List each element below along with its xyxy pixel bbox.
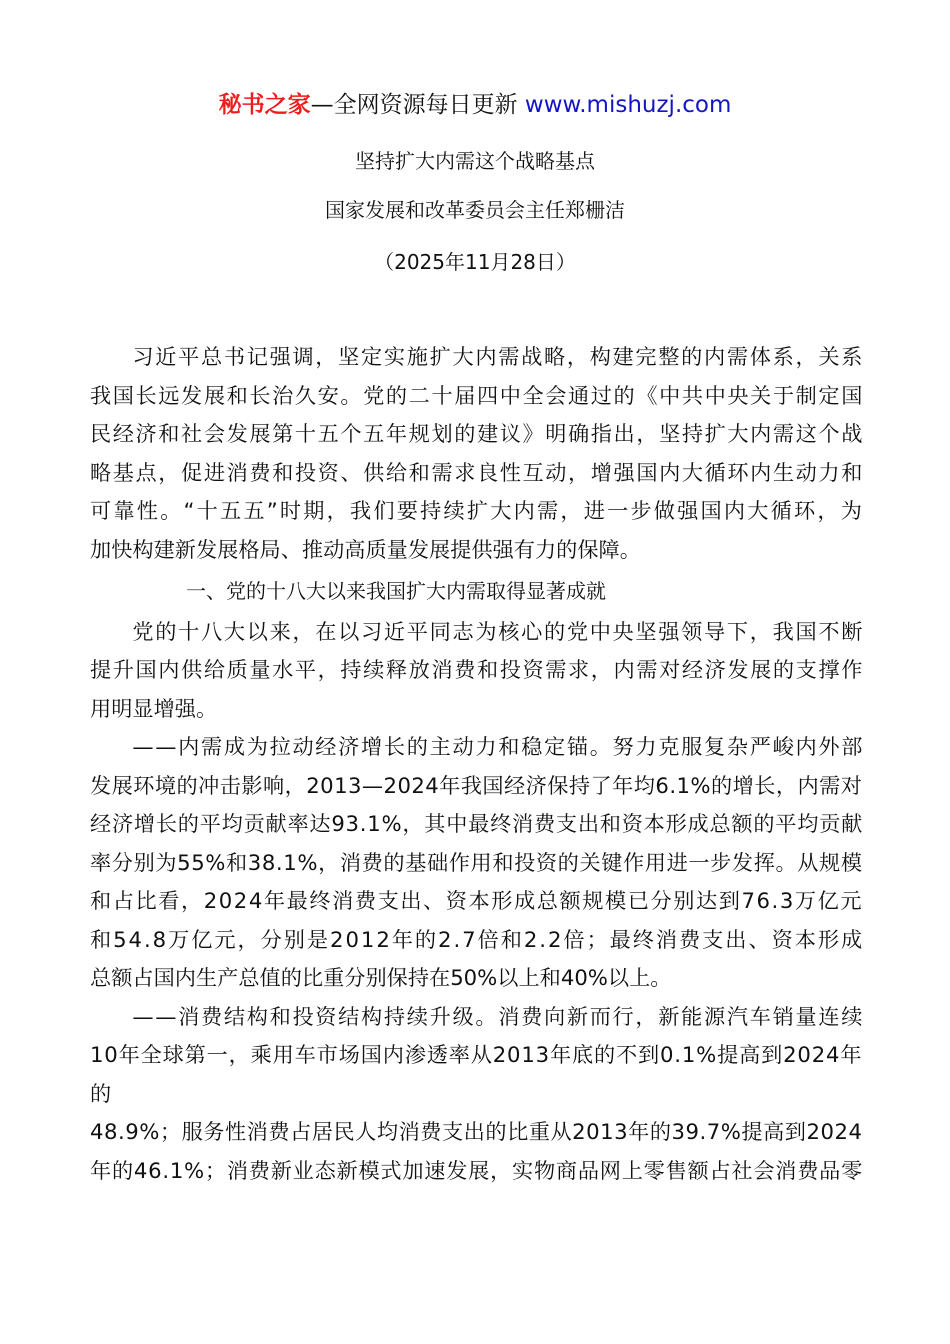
- text-line: 习近平总书记强调，坚定实施扩大内需战略，构建完整的内需体系，关系: [132, 344, 865, 369]
- document-body: [90, 338, 865, 1190]
- text-line: 10年全球第一，乘用车市场国内渗透率从2013年底的不到0.1%提高到2024年: [90, 1042, 863, 1067]
- text-line: 和占比看，2024年最终消费支出、资本形成总额规模已分别达到76.3万亿元: [90, 888, 864, 913]
- banner-url-link[interactable]: www.mishuzj.com: [524, 92, 732, 118]
- paragraph-consumption-structure: [90, 998, 865, 1191]
- text-line: 我国长远发展和长治久安。党的二十届四中全会通过的《中共中央关于制定国: [90, 382, 864, 408]
- text-line: 率分别为55%和38.1%，消费的基础作用和投资的关键作用进一步发挥。从规模: [90, 849, 863, 875]
- paragraph-achievements: [90, 613, 865, 729]
- paragraph-intro: [90, 338, 865, 569]
- text-line: 经济增长的平均贡献率达93.1%，其中最终消费支出和资本形成总额的平均贡献: [90, 811, 864, 836]
- banner-brand: 秘书之家: [218, 92, 311, 118]
- text-line: ——内需成为拉动经济增长的主动力和稳定锚。努力克服复杂严峻内外部: [132, 734, 865, 759]
- text-line: 用明显增强。: [90, 695, 218, 721]
- section-heading: 一、党的十八大以来我国扩大内需取得显著成就: [186, 579, 606, 603]
- text-line: 48.9%；服务性消费占居民人均消费支出的比重从2013年的39.7%提高到2024: [90, 1119, 863, 1144]
- text-line: 发展环境的冲击影响，2013—2024年我国经济保持了年均6.1%的增长，内需对: [90, 772, 863, 798]
- text-line: 加快构建新发展格局、推动高质量发展提供强有力的保障。: [90, 536, 641, 562]
- document-date: （2025年11月28日）: [374, 250, 576, 274]
- text-line: 年的46.1%；消费新业态新模式加速发展，实物商品网上零售额占社会消费品零: [90, 1157, 864, 1183]
- text-line: 略基点，促进消费和投资、供给和需求良性互动，增强国内大循环内生动力和: [90, 459, 864, 485]
- site-banner: [0, 88, 950, 122]
- document-title: 坚持扩大内需这个战略基点: [355, 149, 595, 173]
- text-line: 民经济和社会发展第十五个五年规划的建议》明确指出，坚持扩大内需这个战: [90, 421, 864, 446]
- text-line: 可靠性。“十五五”时期，我们要持续扩大内需，进一步做强国内大循环，为: [90, 498, 865, 523]
- document-author: 国家发展和改革委员会主任郑栅洁: [325, 198, 625, 222]
- text-line: 的: [90, 1080, 112, 1106]
- text-line: 党的十八大以来，在以习近平同志为核心的党中央坚强领导下，我国不断: [132, 618, 865, 644]
- text-line: ——消费结构和投资结构持续升级。消费向新而行，新能源汽车销量连续: [132, 1003, 865, 1029]
- text-line: 提升国内供给质量水平，持续释放消费和投资需求，内需对经济发展的支撑作: [90, 657, 864, 682]
- text-line: 总额占国内生产总值的比重分别保持在50%以上和40%以上。: [90, 965, 672, 990]
- paragraph-domestic-demand: [90, 728, 865, 998]
- text-line: 和54.8万亿元，分别是2012年的2.7倍和2.2倍；最终消费支出、资本形成: [90, 926, 865, 952]
- banner-slogan: —全网资源每日更新: [310, 92, 518, 118]
